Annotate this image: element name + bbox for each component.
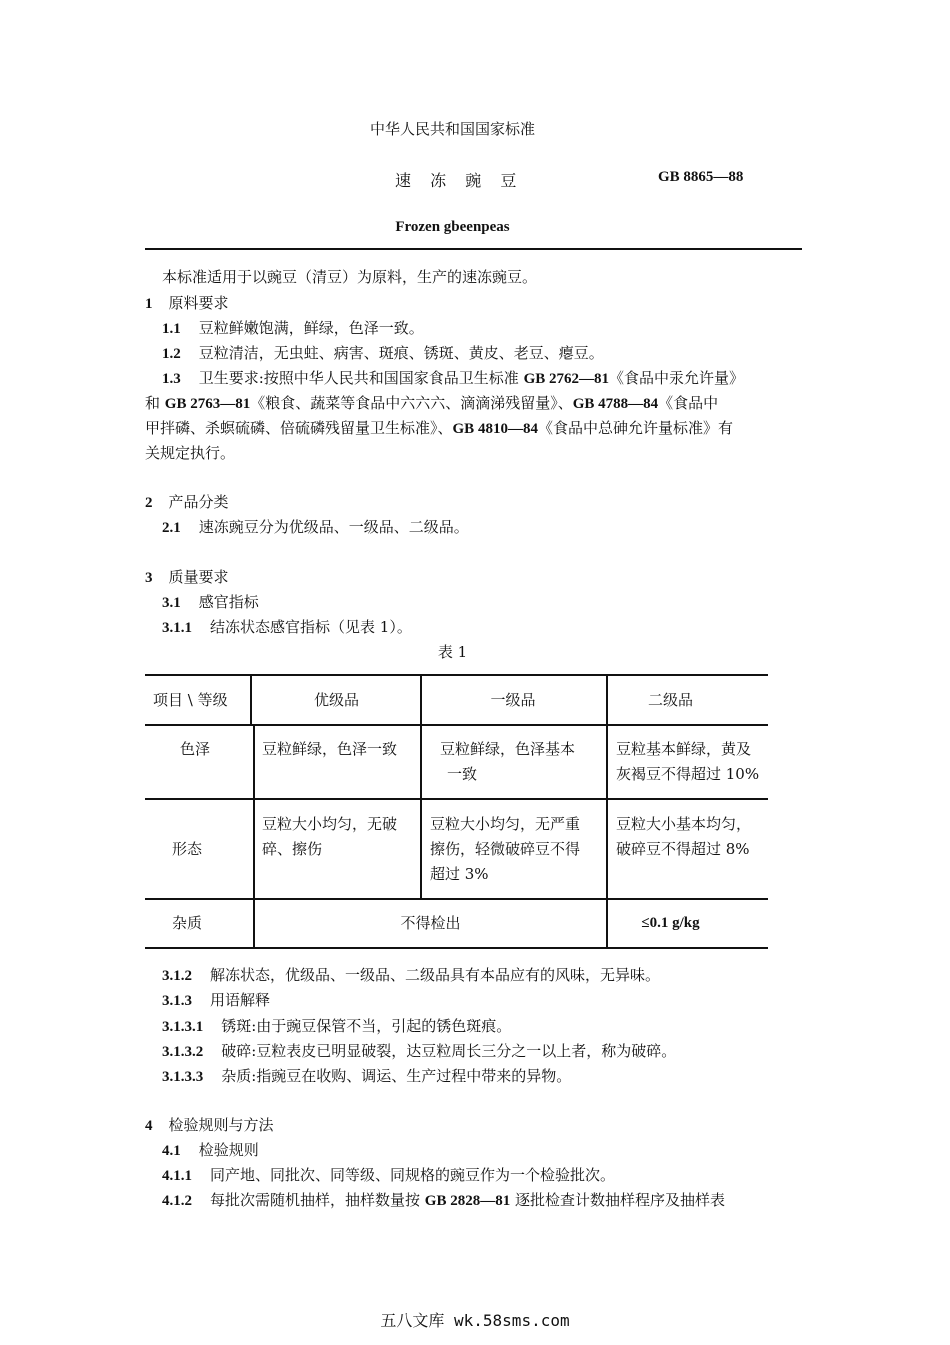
table-cell: 豆粒大小均匀，无破: [262, 815, 398, 833]
clause-number: 3.1: [162, 595, 181, 611]
clause-text: 和: [145, 394, 165, 412]
table-header-first-grade: 一级品: [490, 691, 536, 709]
clause-text: 每批次需随机抽样，抽样数量按: [210, 1191, 425, 1209]
section-3-heading: [145, 567, 229, 588]
clause-text: 破碎:豆粒表皮已明显破裂，达豆粒周长三分之一以上者，称为破碎。: [221, 1042, 677, 1060]
clause-text: 杂质:指豌豆在收购、调运、生产过程中带来的异物。: [221, 1067, 572, 1085]
table-column-divider: [253, 800, 255, 898]
clause-text: 《粮食、蔬菜等食品中六六六、滴滴涕残留量》、: [250, 394, 573, 412]
title-char: 豆: [500, 171, 517, 190]
table-cell: 豆粒基本鲜绿，黄及: [616, 740, 752, 758]
clause-text: 感官指标: [198, 593, 259, 611]
clause-text: 《食品中: [658, 394, 719, 412]
table-cell: 擦伤，轻微破碎豆不得: [430, 840, 581, 858]
clause-text: 豆粒鲜嫩饱满，鲜绿，色泽一致。: [198, 319, 424, 337]
clause-text: 同产地、同批次、同等级、同规格的豌豆作为一个检验批次。: [210, 1166, 616, 1184]
clause-number: 4.1.1: [162, 1168, 192, 1184]
section-title: 产品分类: [168, 493, 229, 511]
clause-3-1-3-1: [162, 1016, 511, 1037]
table-header-item-grade: 项目 \ 等级: [153, 691, 228, 709]
table-cell: 豆粒鲜绿，色泽一致: [262, 740, 398, 758]
title-char: 豌: [465, 171, 482, 190]
standard-reference: GB 2763—81: [164, 396, 251, 412]
clause-number: 1.1: [162, 321, 181, 337]
section-2-heading: [145, 492, 229, 513]
table-cell: ≤0.1 g/kg: [641, 915, 700, 931]
clause-2-1: [162, 517, 469, 538]
clause-number: 2.1: [162, 520, 181, 536]
clause-text: 《食品中总砷允许量标准》有: [537, 419, 733, 437]
table-header-second-grade: 二级品: [647, 691, 693, 709]
clause-number: 4.1: [162, 1143, 181, 1159]
table-header-superior: 优级品: [313, 691, 359, 709]
clause-4-1: [162, 1140, 259, 1161]
clause-text: 逐批检查计数抽样程序及抽样表: [510, 1191, 725, 1209]
table-column-divider: [606, 726, 608, 798]
table-cell: 破碎豆不得超过 8%: [616, 840, 750, 858]
clause-number: 3.1.3: [162, 993, 192, 1009]
table-column-divider: [420, 726, 422, 798]
table-cell: 一致: [447, 765, 478, 783]
clause-number: 3.1.3.3: [162, 1069, 204, 1085]
standard-reference: GB 2828—81: [424, 1193, 511, 1209]
clause-number: 4.1.2: [162, 1193, 192, 1209]
standard-code: GB 8865—88: [658, 169, 744, 185]
table-column-divider: [420, 800, 422, 898]
section-4-heading: [145, 1115, 274, 1136]
table-cell: 豆粒鲜绿，色泽基本: [440, 740, 576, 758]
clause-text: 解冻状态，优级品、一级品、二级品具有本品应有的风味，无异味。: [210, 966, 661, 984]
table-cell: 豆粒大小基本均匀，: [616, 815, 752, 833]
standard-reference: GB 4810—84: [452, 421, 538, 437]
table-rule-top: [145, 674, 768, 676]
table-row-label-shape: 形态: [171, 840, 202, 858]
clause-text: 豆粒清洁，无虫蛀、病害、斑痕、锈斑、黄皮、老豆、瘪豆。: [198, 344, 604, 362]
table-row-label-color: 色泽: [179, 740, 210, 758]
section-number: 1: [145, 296, 153, 312]
clause-3-1-3-3: [162, 1066, 571, 1087]
section-1-heading: [145, 293, 229, 314]
clause-text: 甲拌磷、杀螟硫磷、倍硫磷残留量卫生标准》、: [145, 419, 453, 437]
clause-3-1-3: [162, 990, 270, 1011]
section-number: 4: [145, 1118, 153, 1134]
clause-text: 检验规则: [198, 1141, 259, 1159]
english-title: Frozen gbeenpeas: [395, 219, 510, 235]
section-number: 2: [145, 495, 153, 511]
table-column-divider: [253, 726, 255, 798]
clause-4-1-2: [162, 1190, 725, 1211]
section-title: 原料要求: [168, 294, 229, 312]
clause-3-1-3-2: [162, 1041, 676, 1062]
table-rule: [145, 898, 768, 900]
clause-number: 1.3: [162, 371, 181, 387]
clause-1-3-line-3: [145, 418, 733, 439]
table-row-label-impurity: 杂质: [171, 914, 202, 932]
standard-reference: GB 4788—84: [572, 396, 659, 412]
standard-name: 中华人民共和国国家标准: [369, 120, 535, 138]
clause-number: 3.1.3.2: [162, 1044, 204, 1060]
standard-reference: GB 2762—81: [523, 371, 610, 387]
clause-text: 用语解释: [210, 991, 271, 1009]
section-number: 3: [145, 570, 153, 586]
header-divider: [145, 248, 802, 250]
table-rule-bottom: [145, 947, 768, 949]
clause-text: 结冻状态感官指标（见表 1）。: [210, 618, 412, 636]
table-rule: [145, 724, 768, 726]
table-cell: 超过 3%: [430, 865, 489, 883]
clause-text: 《食品中汞允许量》: [609, 369, 745, 387]
table-cell: 灰褐豆不得超过 10%: [616, 765, 760, 783]
title-char: 速: [395, 171, 412, 190]
clause-number: 3.1.2: [162, 968, 192, 984]
footer-watermark: 五八文库 wk.58sms.com: [380, 1311, 570, 1330]
clause-3-1-1: [162, 617, 412, 638]
clause-number: 3.1.1: [162, 620, 192, 636]
table-cell: 碎、擦伤: [262, 840, 323, 858]
clause-1-2: [162, 343, 604, 364]
clause-text: 卫生要求:按照中华人民共和国国家食品卫生标准: [198, 369, 524, 387]
clause-text: 速冻豌豆分为优级品、一级品、二级品。: [198, 518, 469, 536]
clause-number: 1.2: [162, 346, 181, 362]
clause-1-3-line-2: [145, 393, 718, 414]
clause-number: 3.1.3.1: [162, 1019, 204, 1035]
document-title: [395, 168, 535, 191]
clause-1-1: [162, 318, 424, 339]
clause-text: 锈斑:由于豌豆保管不当，引起的锈色斑痕。: [221, 1017, 512, 1035]
title-char: 冻: [430, 171, 447, 190]
table-column-divider: [606, 800, 608, 898]
section-title: 质量要求: [168, 568, 229, 586]
intro-text: 本标准适用于以豌豆（清豆）为原料，生产的速冻豌豆。: [162, 268, 538, 286]
table-caption: 表 1: [437, 643, 468, 661]
clause-3-1: [162, 592, 259, 613]
table-cell-merged: 不得检出: [400, 914, 461, 932]
table-rule: [145, 798, 768, 800]
table-cell: 豆粒大小均匀，无严重: [430, 815, 581, 833]
table-column-divider: [250, 676, 252, 724]
clause-3-1-2: [162, 965, 660, 986]
clause-4-1-1: [162, 1165, 615, 1186]
clause-1-3: [162, 368, 744, 389]
section-title: 检验规则与方法: [168, 1116, 274, 1134]
clause-1-3-line-4: 关规定执行。: [145, 444, 236, 462]
